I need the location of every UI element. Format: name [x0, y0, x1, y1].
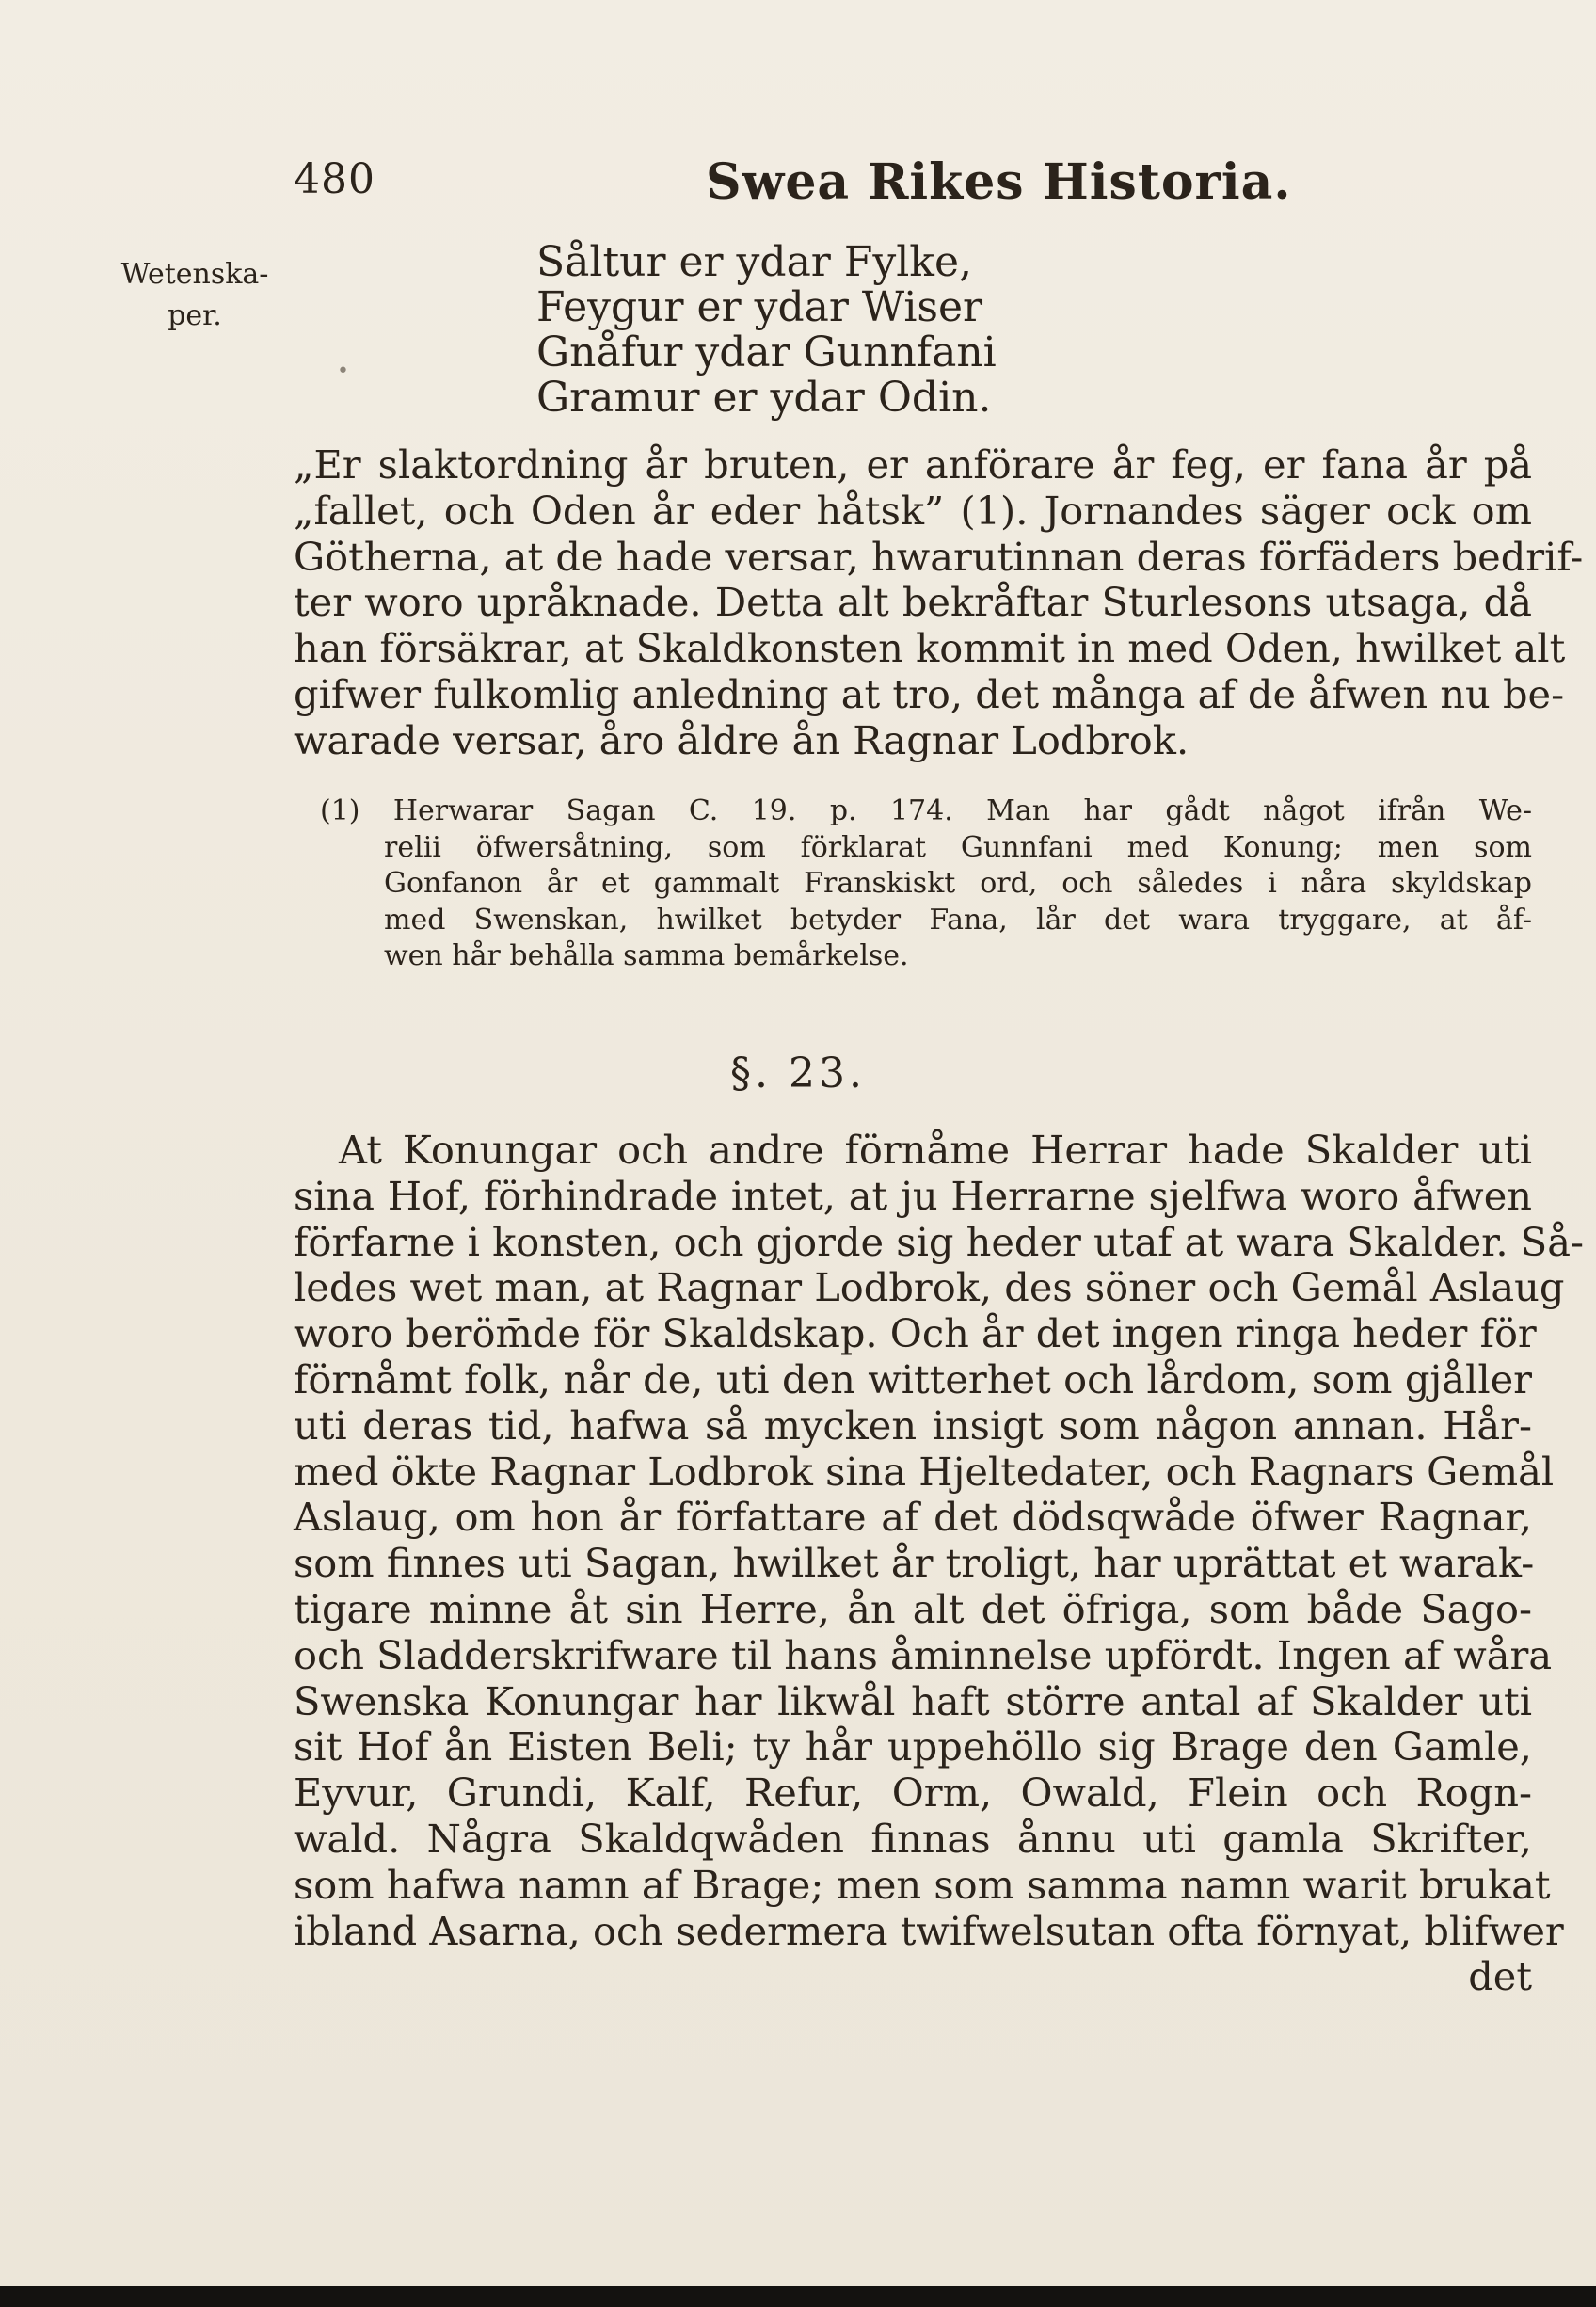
text-line: sit Hof ån Eisten Beli; ty hår uppehöllo sig Brage den Gamle, [294, 1723, 1532, 1770]
section-heading: §. 23. [730, 1049, 866, 1097]
footnote [320, 793, 1532, 975]
footnote-line: wen hår behålla samma bemårkelse. [384, 939, 909, 972]
text-line: Aslaug, om hon år författare af det dödsqwåde öfwer Ragnar, [294, 1494, 1532, 1541]
running-title: Swea Rikes Historia. [706, 153, 1292, 211]
text-line: förfarne i konsten, och gjorde sig heder utaf at wara Skalder. Så- [294, 1218, 1584, 1265]
footnote-line: med Swenskan, hwilket betyder Fana, lår det wara tryggare, at åf- [384, 903, 1532, 937]
poem-line: Gramur er ydar Odin. [536, 374, 992, 422]
text-line: ter woro upråknade. Detta alt bekråftar Sturlesons utsaga, då [294, 579, 1532, 626]
text-line: tigare minne åt sin Herre, ån alt det öfriga, som både Sago- [294, 1585, 1532, 1632]
text-line: ibland Asarna, och sedermera twifwelsutan ofta förnyat, blifwer [294, 1907, 1564, 1954]
text-line: Swenska Konungar har likwål haft större antal af Skalder uti [294, 1677, 1532, 1724]
poem-line: Såltur er ydar Fylke, [536, 238, 972, 286]
paragraph-2 [294, 1127, 1584, 2000]
text-line: wald. Några Skaldqwåden finnas ånnu uti gamla Skrifter, [294, 1815, 1532, 1862]
footnote-line: (1) Herwarar Sagan C. 19. p. 174. Man har gådt något ifrån We- [320, 794, 1532, 827]
margin-note-line: Wetenska- [120, 258, 269, 291]
poem-line: Gnåfur ydar Gunnfani [536, 328, 997, 376]
text-line: sina Hof, förhindrade intet, at ju Herrarne sjelfwa woro åfwen [294, 1172, 1532, 1219]
text-line: At Konungar och andre förnåme Herrar hade Skalder uti [339, 1127, 1532, 1173]
text-line: och Sladderskrifware til hans åminnelse upfördt. Ingen af wåra [294, 1631, 1553, 1678]
paragraph-1 [294, 441, 1584, 764]
ink-speck: • [337, 360, 349, 383]
text-line: Eyvur, Grundi, Kalf, Refur, Orm, Owald, Flein och Rogn- [294, 1770, 1532, 1817]
footnote-line: Gonfanon år et gammalt Franskiskt ord, och således i nåra skyldskap [384, 867, 1532, 900]
text-line: som hafwa namn af Brage; men som samma namn warit brukat [294, 1861, 1551, 1908]
text-line: woro beröm̄de för Skaldskap. Och år det ingen ringa heder för [294, 1310, 1537, 1357]
text-line: gifwer fulkomlig anledning at tro, det många af de åfwen nu be- [294, 670, 1565, 717]
text-line: warade versar, åro åldre ån Ragnar Lodbrok. [294, 716, 1189, 763]
text-line: han försäkrar, at Skaldkonsten kommit in med Oden, hwilket alt [294, 625, 1566, 672]
catchword: det [1468, 1953, 1532, 2000]
text-line: „fallet, och Oden år eder håtsk” (1). Jornandes säger ock om [294, 487, 1532, 534]
page-number: 480 [294, 155, 375, 203]
margin-note-line: per. [168, 299, 222, 332]
text-line: förnåmt folk, når de, uti den witterhet och lårdom, som gjåller [294, 1355, 1532, 1402]
text-line: Götherna, at de hade versar, hwarutinnan deras förfäders bedrif- [294, 533, 1584, 580]
text-line: ledes wet man, at Ragnar Lodbrok, des söner och Gemål Aslaug [294, 1264, 1565, 1311]
poem-verse [536, 240, 997, 421]
footnote-line: relii öfwersåtning, som förklarat Gunnfani med Konung; men som [384, 830, 1532, 864]
running-head [0, 155, 1596, 221]
text-line: med ökte Ragnar Lodbrok sina Hjeltedater, och Ragnars Gemål [294, 1448, 1555, 1495]
scan-bottom-edge [0, 2286, 1596, 2307]
text-line: som finnes uti Sagan, hwilket år troligt, har uprättat et warak- [294, 1540, 1535, 1587]
margin-note [115, 254, 275, 337]
poem-line: Feygur er ydar Wiser [536, 283, 983, 331]
text-line: „Er slaktordning år bruten, er anförare år feg, er fana år på [294, 441, 1532, 488]
text-line: uti deras tid, hafwa så mycken insigt som någon annan. Hår- [294, 1402, 1532, 1449]
